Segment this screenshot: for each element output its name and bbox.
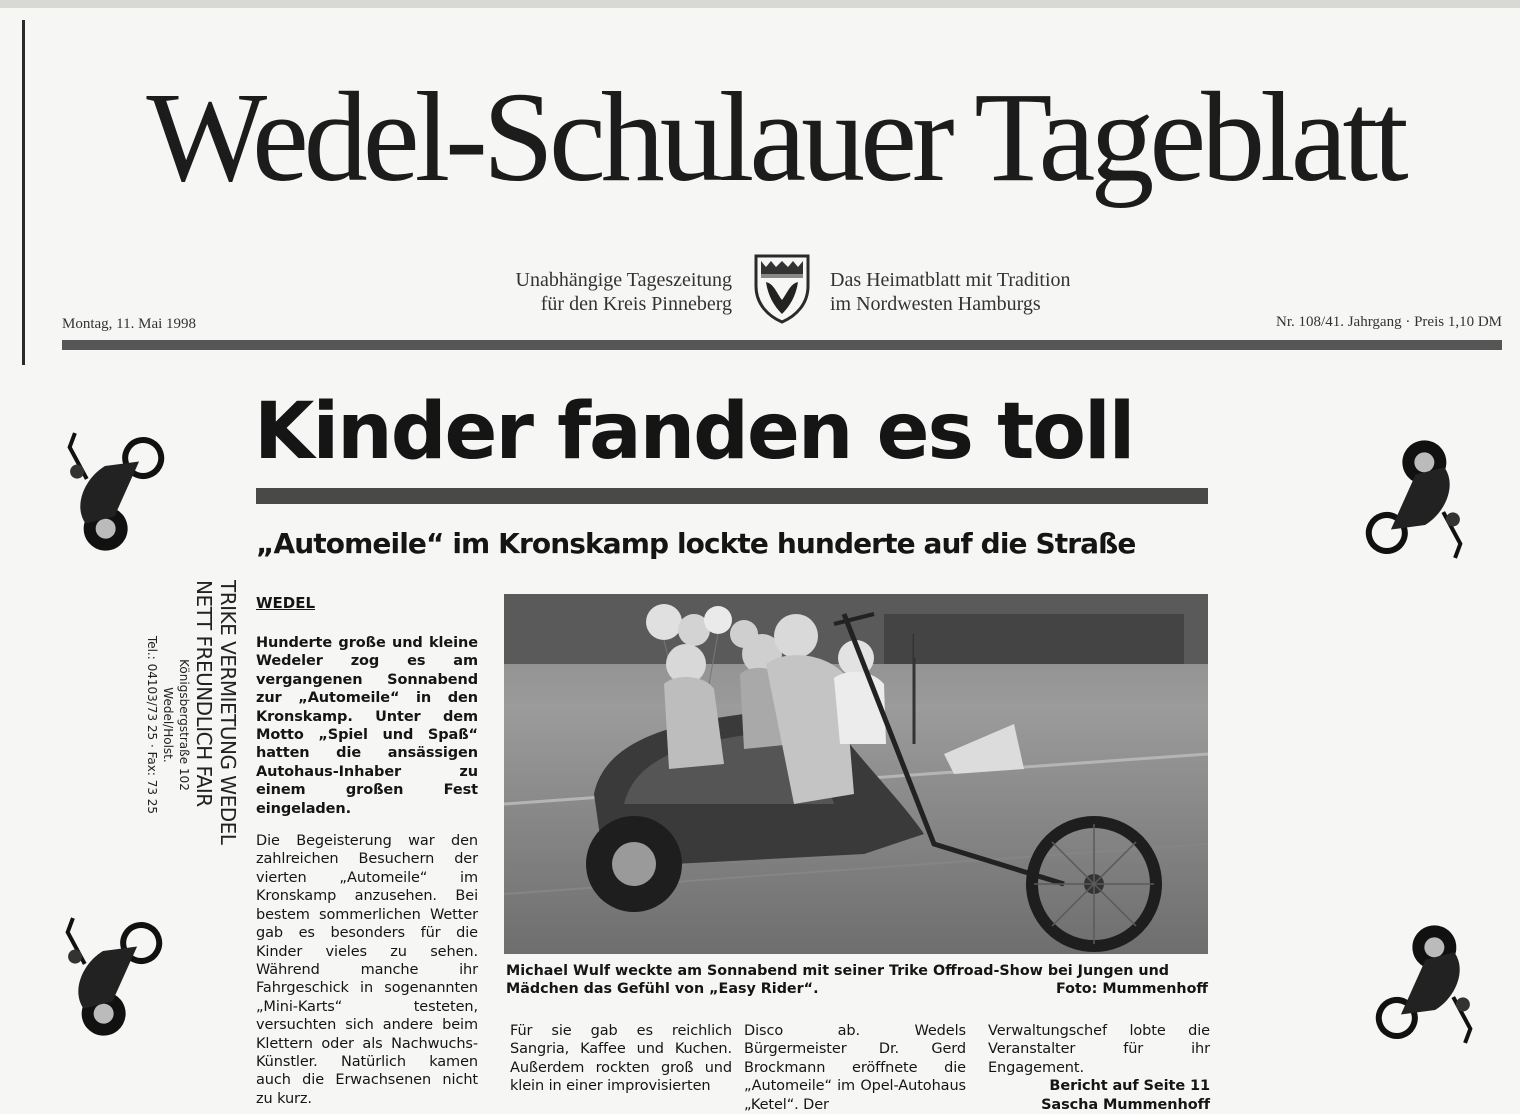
article-column-1 [256,634,478,1108]
newspaper-title: Wedel-Schulauer Tageblatt [146,66,1404,208]
ad-street: Königsbergstraße 102 [177,659,191,791]
article-column-3 [744,1022,966,1114]
caption-text: Michael Wulf weckte am Sonnabend mit seiner Trike Offroad-Show bei Jungen und Mädchen das Gefühl von „Easy Rider“. [506,963,1170,997]
ad-slogan: NETT FREUNDLICH FAIR [192,580,216,807]
trike-illustration-icon [1370,905,1500,1080]
tagline-left-line-2: für den Kreis Pinneberg [540,293,732,315]
body-paragraph-1: Die Begeisterung war den zahlreichen Besuchern der vierten „Automeile“ im Kronskamp anzusehen. Bei bestem sommerlichen Wetter gab es besonders für die Kinder vieles zu sehen. Während manche ihr Fahrgeschick in sogenannten „Mini-Karts“ testeten, versuchten sich andere beim Klettern oder als Nachwuchs-Künstler. Natürlich kamen auch die Erwachsenen nicht zu kurz. [256,833,478,1107]
dateline: WEDEL [256,594,316,612]
body-paragraph-2: Für sie gab es reichlich Sangria, Kaffee und Kuchen. Außerdem rockten groß und klein in einer improvisierten [510,1023,732,1095]
headline-rule [256,488,1208,504]
subheadline: „Automeile“ im Kronskamp lockte hunderte auf die Straße [256,527,1136,560]
photo-caption [506,962,1208,998]
lead-paragraph: Hunderte große und kleine Wedeler zog es am vergangenen Sonnabend zur „Automeile“ in den Kronskamp. Unter dem Motto „Spiel und Spaß“ hatten die ansässigen Autohaus-Inhaber zu einem großen Fest eingeladen. [256,635,478,817]
article-column-4 [988,1022,1210,1114]
headline: Kinder fanden es toll [254,387,1134,477]
author-byline: Sascha Mummenhoff [1041,1096,1210,1113]
body-paragraph-4: Verwaltungschef lobte die Veranstalter für ihr Engagement. [988,1023,1210,1076]
body-paragraph-3: Disco ab. Wedels Bürgermeister Dr. Gerd Brockmann eröffnete die „Automeile“ im Opel-Autohaus „Ketel“. Der [744,1023,966,1113]
trike-illustration-icon [38,880,168,1055]
tagline-left [380,268,732,316]
coat-of-arms-icon [752,252,812,324]
article-column-2 [510,1022,732,1096]
scan-border-left [22,20,25,365]
issue-date: Montag, 11. Mai 1998 [62,316,197,332]
ad-company-name: TRIKE VERMIETUNG WEDEL [216,580,240,845]
masthead-rule [62,340,1502,350]
tagline-right [830,268,1250,316]
tagline-left-line-1: Unabhängige Tageszeitung [515,269,732,291]
scan-border-top [0,0,1520,8]
issue-number-price: Nr. 108/41. Jahrgang · Preis 1,10 DM [1276,314,1502,330]
tagline-right-line-2: im Nordwesten Hamburgs [830,293,1041,315]
photo-credit: Foto: Mummenhoff [1055,981,1208,997]
trike-illustration-icon [1360,420,1490,595]
ad-city: Wedel/Holst. [161,687,175,763]
ad-phone: Tel.: 04103/73 25 · Fax: 73 25 [145,635,159,815]
trike-photo [504,594,1208,954]
page-reference: Bericht auf Seite 11 [1049,1078,1210,1095]
trike-illustration-icon [40,395,170,570]
tagline-right-line-1: Das Heimatblatt mit Tradition [830,269,1071,291]
